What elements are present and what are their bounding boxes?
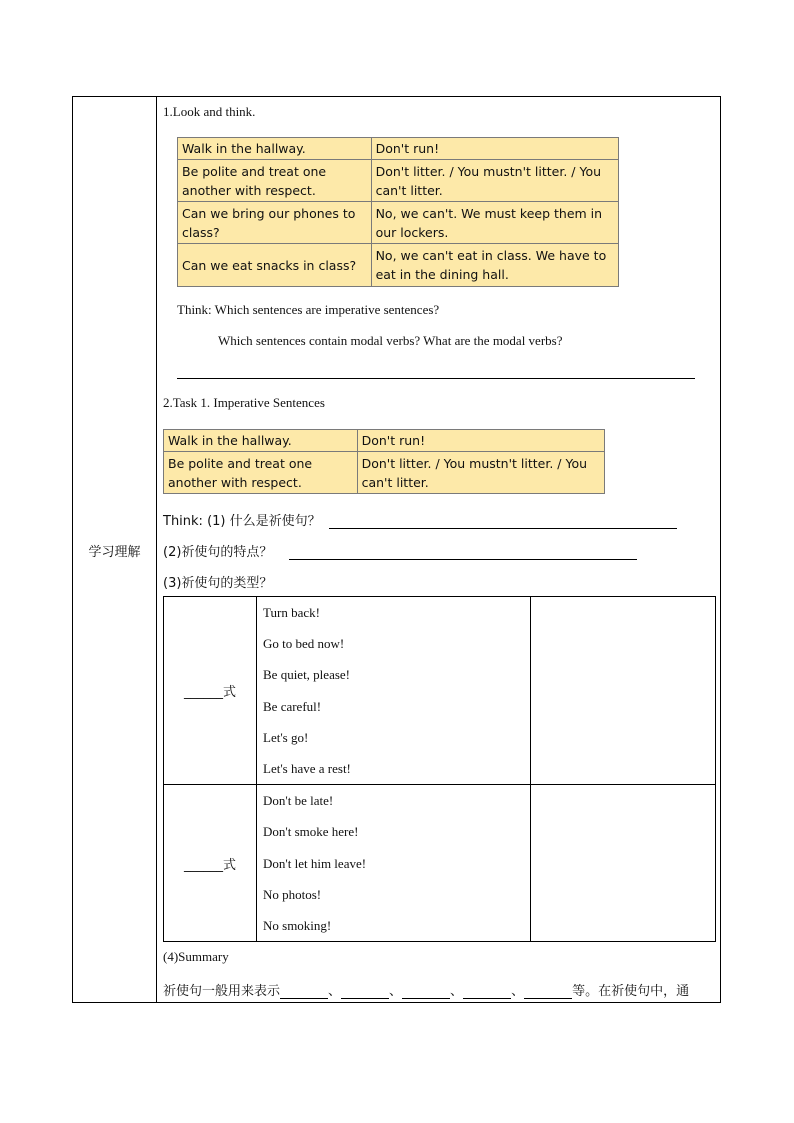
answer-blank[interactable] (329, 514, 677, 529)
table-cell: Walk in the hallway. (178, 138, 372, 160)
section1-heading: 1.Look and think. (163, 104, 256, 119)
summary-blank[interactable] (280, 984, 328, 999)
table-row (164, 597, 716, 785)
summary-suffix: 等。在祈使句中，通 (572, 984, 690, 999)
summary-blank[interactable] (402, 984, 450, 999)
example-sentence: Be careful! (263, 698, 322, 714)
example-sentence: Don't be late! (263, 793, 334, 809)
example-sentence: Go to bed now! (263, 636, 345, 652)
imperative-types-table (163, 596, 716, 942)
examples-cell (257, 597, 531, 785)
table-cell: Don't litter. / You mustn't litter. / You can't litter. (357, 452, 604, 494)
type-label-cell (164, 597, 257, 785)
example-sentence: Be quiet, please! (263, 667, 350, 683)
question-1 (163, 510, 677, 529)
example-sentence: No photos! (263, 886, 322, 902)
type-label: ______式 (183, 857, 236, 873)
question-1-text: Think: (1) 什么是祈使句？ (163, 514, 321, 529)
question-2 (163, 541, 637, 560)
table-row (178, 160, 619, 202)
column-divider (156, 97, 157, 1002)
separator: 、 (450, 984, 464, 999)
table-cell: No, we can't. We must keep them in our lockers. (371, 202, 618, 244)
table-row (178, 138, 619, 160)
side-label: 学习理解 (88, 545, 141, 560)
notes-cell[interactable] (531, 785, 716, 942)
example-sentence: Let's go! (263, 729, 309, 745)
imperative-table (163, 429, 605, 494)
question-3: (3)祈使句的类型？ (163, 576, 273, 591)
summary-blank[interactable] (463, 984, 511, 999)
table-cell: Don't litter. / You mustn't litter. / You can't litter. (371, 160, 618, 202)
summary-blank[interactable] (341, 984, 389, 999)
type-label: ______式 (183, 685, 236, 701)
section2-heading: 2.Task 1. Imperative Sentences (163, 395, 325, 410)
answer-blank[interactable] (289, 545, 637, 560)
table-cell: Don't run! (357, 430, 604, 452)
summary-line (163, 980, 689, 999)
table-cell: No, we can't eat in class. We have to eat in the dining hall. (371, 244, 618, 287)
think-question-1: Think: Which sentences are imperative sentences? (177, 302, 440, 317)
table-row (178, 202, 619, 244)
table-row (164, 430, 605, 452)
table-cell: Be polite and treat one another with respect. (178, 160, 372, 202)
table-row (178, 244, 619, 287)
notes-cell[interactable] (531, 597, 716, 785)
table-cell: Walk in the hallway. (164, 430, 358, 452)
example-sentence: Don't smoke here! (263, 824, 359, 840)
table-cell: Don't run! (371, 138, 618, 160)
summary-blank[interactable] (524, 984, 572, 999)
examples-cell (257, 785, 531, 942)
look-think-table (177, 137, 619, 287)
separator: 、 (389, 984, 403, 999)
type-label-cell (164, 785, 257, 942)
example-sentence: Don't let him leave! (263, 855, 367, 871)
table-cell: Be polite and treat one another with respect. (164, 452, 358, 494)
table-row (164, 785, 716, 942)
table-cell: Can we eat snacks in class? (178, 244, 372, 287)
answer-line (177, 378, 695, 379)
summary-prefix: 祈使句一般用来表示 (163, 984, 281, 999)
example-sentence: Turn back! (263, 605, 320, 620)
example-sentence: Let's have a rest! (263, 761, 351, 777)
separator: 、 (511, 984, 525, 999)
summary-heading: (4)Summary (163, 949, 229, 964)
separator: 、 (328, 984, 342, 999)
think-question-2: Which sentences contain modal verbs? What are the modal verbs? (218, 333, 563, 348)
table-cell: Can we bring our phones to class? (178, 202, 372, 244)
question-2-text: (2)祈使句的特点？ (163, 545, 273, 560)
example-sentence: No smoking! (263, 918, 332, 934)
table-row (164, 452, 605, 494)
